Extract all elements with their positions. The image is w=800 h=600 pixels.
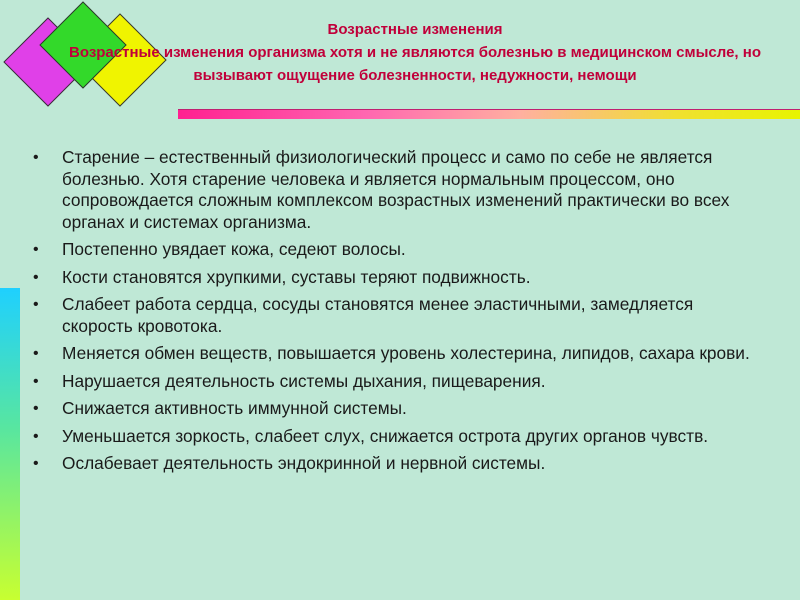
bullet-icon: • [33,345,39,362]
list-item [33,239,763,261]
bullet-list [33,147,763,481]
list-item-text: Меняется обмен веществ, повышается уровень холестерина, липидов, сахара крови. [62,343,750,363]
bullet-icon: • [33,455,39,472]
bullet-icon: • [33,268,39,286]
list-item [33,453,763,475]
bullet-icon: • [33,241,39,258]
list-item-text: Старение – естественный физиологический процесс и само по себе не является болезнью. Хотя старение человека и является нормальным процессом, оно сопровождается сложным комплексом возрастных изменений практически во всех органах и системах организма. [62,147,730,232]
left-gradient-strip [0,288,20,600]
bullet-icon: • [33,427,39,445]
bullet-icon: • [33,400,39,417]
list-item [33,371,763,393]
list-item [33,267,763,289]
list-item [33,398,763,420]
gradient-divider [178,109,800,119]
list-item-text: Ослабевает деятельность эндокринной и нервной системы. [62,453,546,473]
title-subheading: Возрастные изменения организма хотя и не являются болезнью в медицинском смысле, но вызывают ощущение болезненности, недужности, немощи [69,44,761,84]
list-item [33,426,763,448]
list-item [33,294,763,337]
list-item [33,343,763,365]
title-heading: Возрастные изменения [327,21,503,38]
list-item-text: Постепенно увядает кожа, седеют волосы. [62,239,406,259]
list-item-text: Слабеет работа сердца, сосуды становятся менее эластичными, замедляется скорость кровотока. [62,294,694,336]
list-item-text: Снижается активность иммунной системы. [62,398,407,418]
list-item [33,147,763,233]
slide-title [40,18,790,87]
list-item-text: Уменьшается зоркость, слабеет слух, снижается острота других органов чувств. [62,425,709,446]
list-item-text: Нарушается деятельность системы дыхания, пищеварения. [62,370,546,391]
list-item-text: Кости становятся хрупкими, суставы теряют подвижность. [62,266,531,287]
bullet-icon: • [33,149,39,166]
bullet-icon: • [33,296,39,313]
bullet-icon: • [33,372,39,390]
